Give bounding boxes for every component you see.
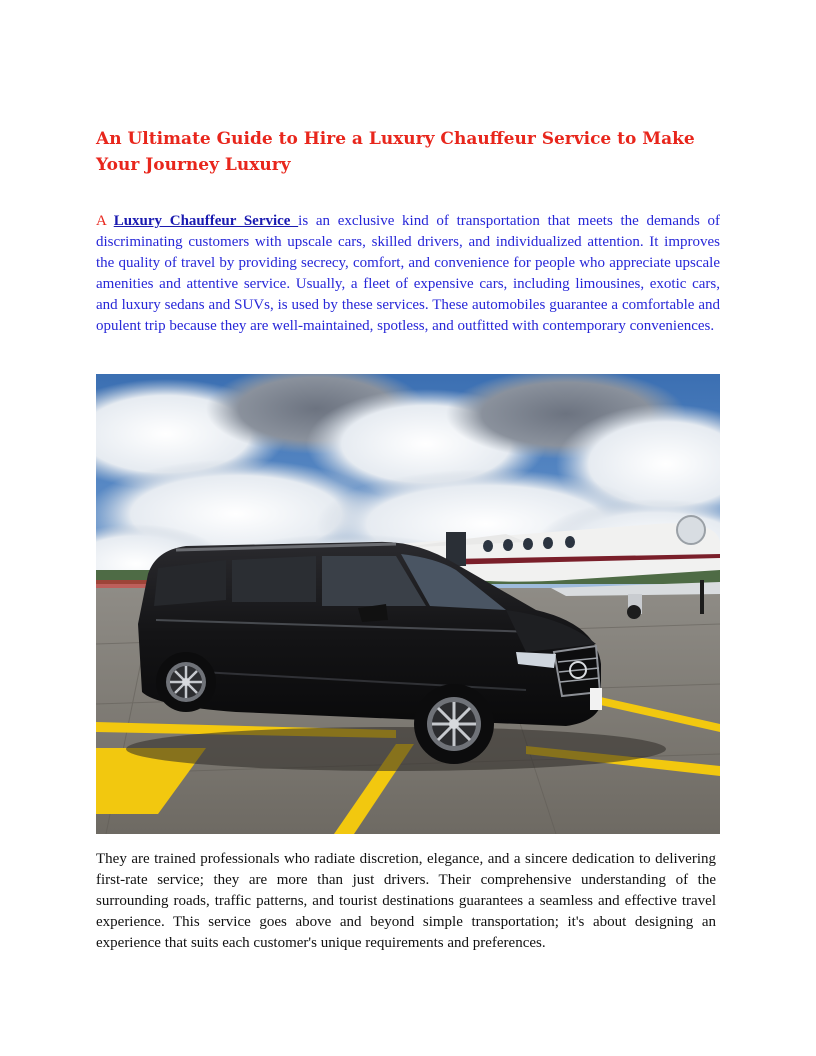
second-paragraph: They are trained professionals who radiate discretion, elegance, and a sincere dedication to delivering first-rate service; they are more than just drivers. Their comprehensive understanding of the surrounding roads, traffic patterns, and tourist destinations guarantees a seamless and effective travel experience. This service goes above and beyond simple transportation; it's about designing an experience that suits each customer's unique requirements and preferences. (96, 851, 716, 951)
chauffeur-van-photo (96, 374, 720, 834)
intro-paragraph (96, 211, 720, 337)
luxury-chauffeur-service-link[interactable]: Luxury Chauffeur Service (113, 213, 299, 229)
page-title: An Ultimate Guide to Hire a Luxury Chauffeur Service to Make Your Journey Luxury (96, 129, 695, 175)
intro-text: is an exclusive kind of transportation that meets the demands of discriminating customers with upscale cars, skilled drivers, and individualized attention. It improves the quality of travel by providing secrecy, comfort, and convenience for people who appreciate upscale amenities and attentive service. Usually, a fleet of expensive cars, including limousines, exotic cars, and luxury sedans and SUVs, is used by these services. These automobiles guarantee a comfortable and opulent trip because they are well-maintained, spotless, and outfitted with contemporary conveniences. (96, 213, 720, 334)
intro-lead: A (96, 213, 114, 229)
